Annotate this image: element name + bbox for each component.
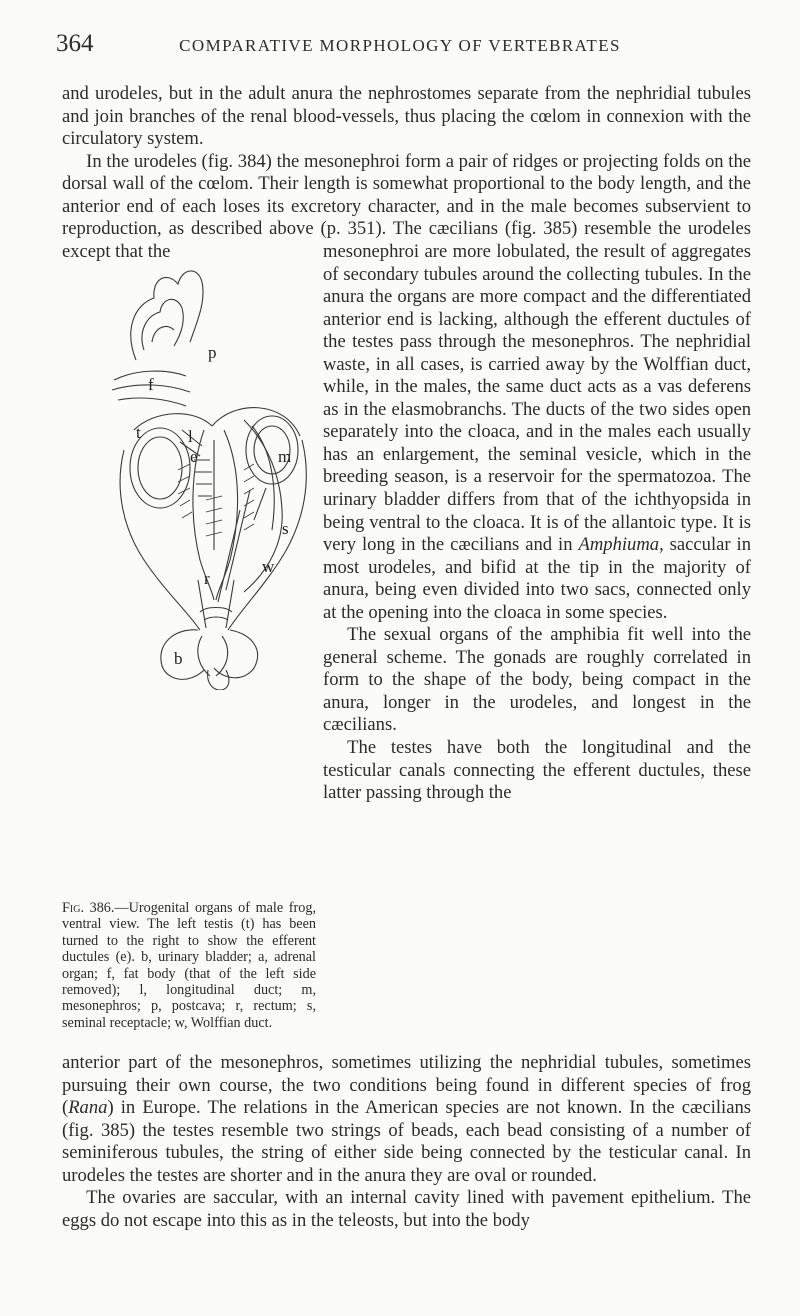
italic-genus: Amphiuma	[578, 534, 660, 556]
page-number: 364	[56, 30, 94, 57]
label-b: b	[174, 649, 183, 668]
paragraph-ovaries: The ovaries are saccular, with an internal cavity lined with pavement epithelium. The eggs do not escape into this as in the teleosts, but into the body	[62, 1187, 751, 1231]
top-text-block	[62, 83, 751, 263]
text-run: ) in Europe. The relations in the American species are not known. In the cæcilians (fig. 385) the testes resemble two strings of beads, each bead consisting of a number of seminiferous tubules, the string of either side being connected by the testicular canal. In urodeles the testes are shorter and in the anura they are oval or rounded.	[62, 1097, 751, 1186]
caption-label: Fig. 386.	[62, 900, 115, 916]
text-run: anterior part of the mesonephros, sometimes utilizing the nephridial tubules, sometimes pursuing their own course, the two conditions being found in different species of frog (	[62, 1052, 751, 1119]
label-f: f	[148, 375, 154, 394]
italic-genus: Rana	[68, 1097, 108, 1119]
paragraph-testes-cont	[62, 1052, 751, 1187]
text-run: , saccular in most urodeles, and bifid at the tip in the majority of anura, being even divided into two sacs, connected only at the opening into the cloaca in some species.	[323, 534, 751, 623]
label-p: p	[208, 343, 217, 362]
running-title: COMPARATIVE MORPHOLOGY OF VERTEBRATES	[179, 36, 621, 55]
paragraph-sexual-organs: The sexual organs of the amphibia fit well into the general scheme. The gonads are roughly correlated in form to the shape of the body, being compact in the anura, longer in the urodeles, and longest in the cæcilians.	[323, 624, 751, 736]
running-head	[56, 30, 744, 60]
paragraph-mesonephroi-top: In the urodeles (fig. 384) the mesonephroi form a pair of ridges or projecting folds on the dorsal wall of the cœlom. Their length is somewhat proportional to the body length, and the anterior end of each loses its excretory character, and in the male becomes subservient to reproduction, as described above (p. 351). The cæcilians (fig. 385) resemble the urodeles except that the	[62, 150, 751, 262]
label-e: e	[190, 447, 198, 466]
caption-text: —Urogenital organs of male frog, ventral view. The left testis (t) has been turned to the right to show the efferent ductules (e). b, urinary bladder; a, adrenal organ; f, fat body (that of the left side removed); l, longitudinal duct; m, mesonephros; p, postcava; r, rectum; s, seminal receptacle; w, Wolffian duct.	[62, 900, 316, 1031]
paragraph-testes-top: The testes have both the longitudinal and the testicular canals connecting the efferent ductules, these latter passing through the	[323, 737, 751, 804]
label-s: s	[282, 519, 289, 538]
paragraph-continuation: and urodeles, but in the adult anura the nephrostomes separate from the nephridial tubules and join branches of the renal blood-vessels, thus placing the cœlom in connexion with the circulatory system.	[62, 83, 751, 150]
label-t: t	[136, 423, 141, 442]
label-l: l	[188, 427, 193, 446]
label-r: r	[204, 569, 210, 588]
bottom-text-block	[62, 1052, 751, 1232]
right-text-column	[323, 241, 751, 805]
text-run: mesonephroi are more lobulated, the result of aggregates of secondary tubules around the collecting tubules. In the anura the organs are more compact and the differentiated anterior end is lacking, although the efferent ductules of the testes pass through the mesonephros. The nephridial waste, in all cases, is carried away by the Wolffian duct, while, in the males, the same duct acts as a vas deferens as in the elasmobranchs. The ducts of the two sides open separately into the cloaca, and in the males each usually has an enlargement, the seminal vesicle, which in the breeding season, is a reservoir for the spermatozoa. The urinary bladder differs from that of the ichthyopsida in being ventral to the cloaca. It is of the allantoic type. It is very long in the cæcilians and in	[323, 241, 751, 556]
frog-urogenital-drawing	[94, 250, 322, 690]
figure-caption	[62, 900, 316, 1031]
label-m: m	[278, 447, 292, 466]
figure-frog-urogenital	[94, 250, 322, 690]
label-w: w	[262, 557, 275, 576]
paragraph-mesonephroi-cont	[323, 241, 751, 624]
